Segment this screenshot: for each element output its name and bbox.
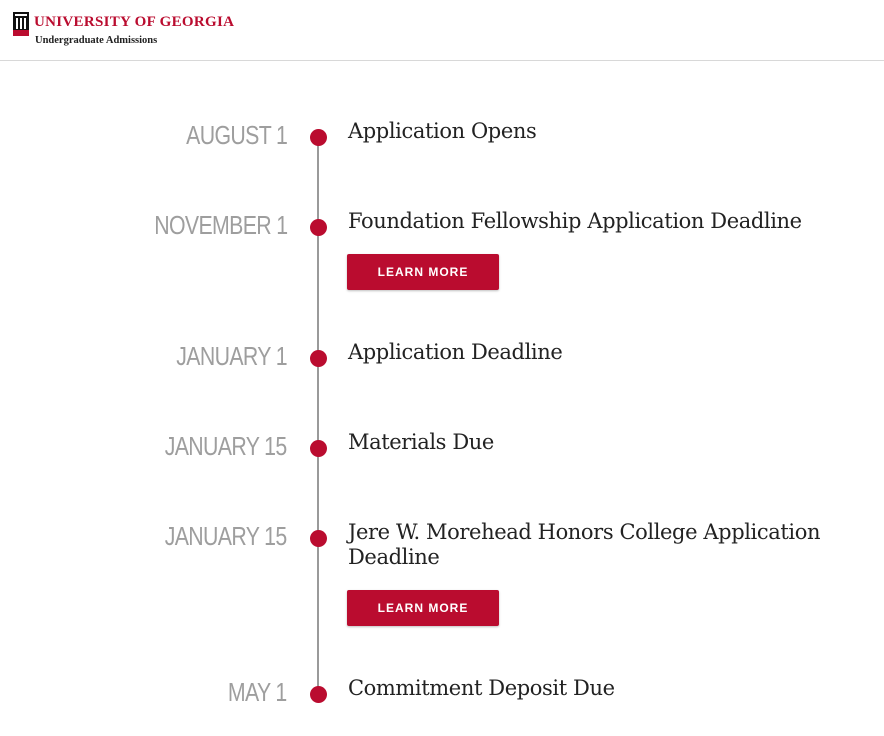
learn-more-button-honors[interactable]: LEARN MORE (347, 590, 499, 626)
timeline-dot (310, 686, 327, 703)
timeline-dot (310, 440, 327, 457)
event-date: MAY 1 (228, 677, 287, 707)
timeline-dot (310, 129, 327, 146)
event-date: JANUARY 15 (165, 521, 287, 551)
event-title: Commitment Deposit Due (348, 676, 615, 700)
event-title: Application Opens (348, 119, 537, 143)
event-date: JANUARY 1 (176, 341, 287, 371)
uga-arch-logo-icon[interactable] (13, 12, 29, 36)
event-title: Application Deadline (348, 340, 563, 364)
event-title: Foundation Fellowship Application Deadline (348, 209, 802, 233)
timeline-dot (310, 219, 327, 236)
university-name[interactable]: UNIVERSITY OF GEORGIA (34, 14, 235, 30)
unit-name[interactable]: Undergraduate Admissions (35, 35, 158, 46)
site-header (0, 0, 884, 61)
event-title: Materials Due (348, 430, 494, 454)
timeline-dot (310, 350, 327, 367)
event-title: Jere W. Morehead Honors College Application Deadline (348, 520, 821, 569)
learn-more-button-fellowship[interactable]: LEARN MORE (347, 254, 499, 290)
timeline-dot (310, 530, 327, 547)
event-date: NOVEMBER 1 (153, 210, 287, 240)
event-date: JANUARY 15 (165, 431, 287, 461)
event-date: AUGUST 1 (186, 120, 287, 150)
